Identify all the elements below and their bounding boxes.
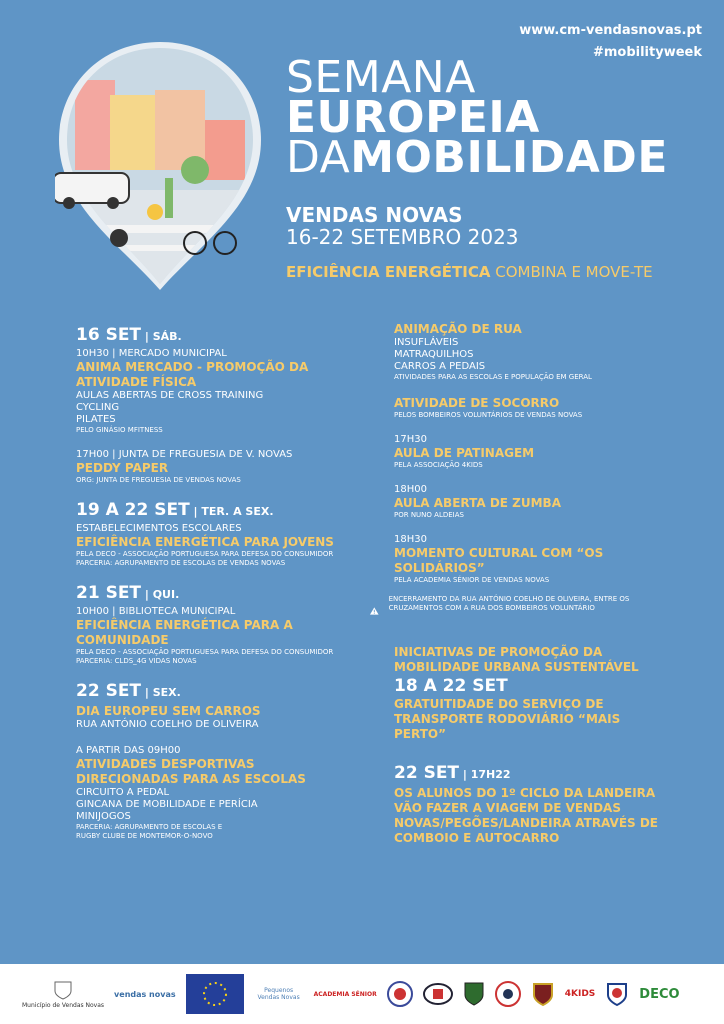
event-note: PARCERIA: AGRUPAMENTO DE ESCOLAS E — [76, 823, 223, 831]
event-note: PELO GINÁSIO MFITNESS — [76, 426, 163, 434]
event-note: PARCERIA: CLDS_4G VIDAS NOVAS — [76, 657, 197, 665]
road-closure-notice — [388, 595, 664, 617]
eu-flag-icon — [186, 974, 244, 1014]
event-line: AULAS ABERTAS DE CROSS TRAINING — [76, 390, 264, 401]
date-heading: 18 A 22 SET — [394, 676, 508, 696]
event-title: INICIATIVAS DE PROMOÇÃO DA MOBILIDADE URBANA SUSTENTÁVEL — [394, 645, 639, 674]
hashtag: #mobilityweek — [592, 45, 702, 60]
sponsor-logos — [0, 964, 724, 1024]
event-title: ANIMAÇÃO DE RUA — [394, 322, 522, 336]
event-note: PELA DECO - ASSOCIAÇÃO PORTUGUESA PARA DEFESA DO CONSUMIDOR — [76, 648, 334, 656]
website-url[interactable]: www.cm-vendasnovas.pt — [519, 23, 702, 38]
tagline — [286, 263, 653, 281]
crest-icon — [423, 982, 453, 1006]
event-time: 10H00 | BIBLIOTECA MUNICIPAL — [76, 606, 236, 617]
title-line-2: EUROPEIA — [286, 92, 540, 143]
event-title: ATIVIDADE DE SOCORRO — [394, 396, 560, 410]
page-title — [286, 52, 668, 183]
event-note: PELA DECO - ASSOCIAÇÃO PORTUGUESA PARA DEFESA DO CONSUMIDOR — [76, 550, 334, 558]
event-line: RUA ANTÓNIO COELHO DE OLIVEIRA — [76, 719, 259, 730]
left-column — [76, 324, 336, 841]
vendas-novas-logo: vendas novas — [114, 989, 176, 999]
4kids-logo: 4KIDS — [564, 989, 596, 999]
deco-logo: DECO — [639, 986, 680, 1002]
event-time: ESTABELECIMENTOS ESCOLARES — [76, 523, 242, 534]
warning-icon — [370, 605, 379, 617]
city: VENDAS NOVAS — [286, 203, 463, 227]
event-time: 10H30 | MERCADO MUNICIPAL — [76, 348, 227, 359]
event-title: EFICIÊNCIA ENERGÉTICA PARA JOVENS — [76, 535, 334, 549]
date-heading: 19 A 22 SET | TER. A SEX. — [76, 500, 274, 520]
event-title: EFICIÊNCIA ENERGÉTICA PARA A COMUNIDADE — [76, 618, 293, 647]
event-title: DIA EUROPEU SEM CARROS — [76, 704, 261, 718]
academia-senior-logo: ACADEMIA SÉNIOR — [313, 990, 377, 998]
shield-icon — [463, 981, 485, 1007]
coat-of-arms-icon — [54, 980, 72, 1000]
event-note: ATIVIDADES PARA AS ESCOLAS E POPULAÇÃO EM GERAL — [394, 373, 592, 381]
event-dates: 16-22 SETEMBRO 2023 — [286, 225, 519, 249]
tagline-light: COMBINA E MOVE-TE — [490, 263, 653, 281]
event-title: ATIVIDADES DESPORTIVAS DIRECIONADAS PARA AS ESCOLAS — [76, 757, 306, 786]
event-note: POR NUNO ALDEIAS — [394, 511, 464, 519]
event-note: PARCERIA: AGRUPAMENTO DE ESCOLAS DE VENDAS NOVAS — [76, 559, 286, 567]
event-note: PELA ACADEMIA SÉNIOR DE VENDAS NOVAS — [394, 576, 550, 584]
road-closure-text: ENCERRAMENTO DA RUA ANTÓNIO COELHO DE OLIVEIRA, ENTRE OS CRUZAMENTOS COM A RUA DOS BOMBEIROS VOLUNTÁRIO — [388, 595, 630, 612]
event-note: PELOS BOMBEIROS VOLUNTÁRIOS DE VENDAS NOVAS — [394, 411, 583, 419]
event-line: MINIJOGOS — [76, 811, 131, 822]
event-title: ANIMA MERCADO - PROMOÇÃO DA ATIVIDADE FÍSICA — [76, 360, 309, 389]
title-line-3b: MOBILIDADE — [350, 132, 668, 183]
event-time: 18H30 — [394, 534, 427, 545]
firefighters-badge-icon — [495, 981, 521, 1007]
event-time: 17H30 — [394, 434, 427, 445]
military-crest-icon — [531, 981, 555, 1007]
date-heading: 16 SET | SÁB. — [76, 325, 182, 345]
date-heading: 22 SET | SEX. — [76, 681, 181, 701]
event-time: A PARTIR DAS 09H00 — [76, 745, 181, 756]
event-note: RUGBY CLUBE DE MONTEMOR-O-NOVO — [76, 832, 213, 840]
event-line: CIRCUITO A PEDAL — [76, 787, 170, 798]
event-note: ORG: JUNTA DE FREGUESIA DE VENDAS NOVAS — [76, 476, 241, 484]
event-title: PEDDY PAPER — [76, 461, 169, 475]
event-title: GRATUITIDADE DO SERVIÇO DE TRANSPORTE RODOVIÁRIO “MAIS PERTO” — [394, 697, 621, 741]
event-time: 18H00 — [394, 484, 427, 495]
rugby-club-icon — [605, 981, 629, 1007]
event-line: CARROS A PEDAIS — [394, 361, 486, 372]
right-column — [388, 322, 664, 846]
event-time: 17H00 | JUNTA DE FREGUESIA DE V. NOVAS — [76, 449, 293, 460]
tagline-bold: EFICIÊNCIA ENERGÉTICA — [286, 263, 491, 281]
event-note: PELA ASSOCIAÇÃO 4KIDS — [394, 461, 483, 469]
event-line: MATRAQUILHOS — [394, 349, 474, 360]
event-line: CYCLING — [76, 402, 120, 413]
map-pin-illustration — [55, 40, 265, 290]
title-line-3a: DA — [286, 132, 351, 183]
date-heading: 21 SET | QUI. — [76, 583, 180, 603]
municipio-logo: Município de Vendas Novas — [22, 980, 104, 1009]
event-title: OS ALUNOS DO 1º CICLO DA LANDEIRA VÃO FAZER A VIAGEM DE VENDAS NOVAS/PEGÕES/LANDEIRA ATRAVÉS DE COMBOIO E AUTOCARRO — [394, 786, 658, 845]
title-line-1: SEMANA — [286, 52, 476, 103]
event-title: AULA DE PATINAGEM — [394, 446, 535, 460]
event-title: MOMENTO CULTURAL COM “OS SOLIDÁRIOS” — [394, 546, 604, 575]
club-badge-icon — [387, 981, 413, 1007]
pequenos-vendas-novas-logo: Pequenos Vendas Novas — [257, 987, 300, 1001]
sponsor-footer — [0, 964, 724, 1024]
event-line: INSUFLÁVEIS — [394, 337, 459, 348]
event-line: GINCANA DE MOBILIDADE E PERÍCIA — [76, 799, 258, 810]
date-heading: 22 SET | 17H22 — [394, 763, 511, 783]
event-title: AULA ABERTA DE ZUMBA — [394, 496, 561, 510]
event-line: PILATES — [76, 414, 116, 425]
